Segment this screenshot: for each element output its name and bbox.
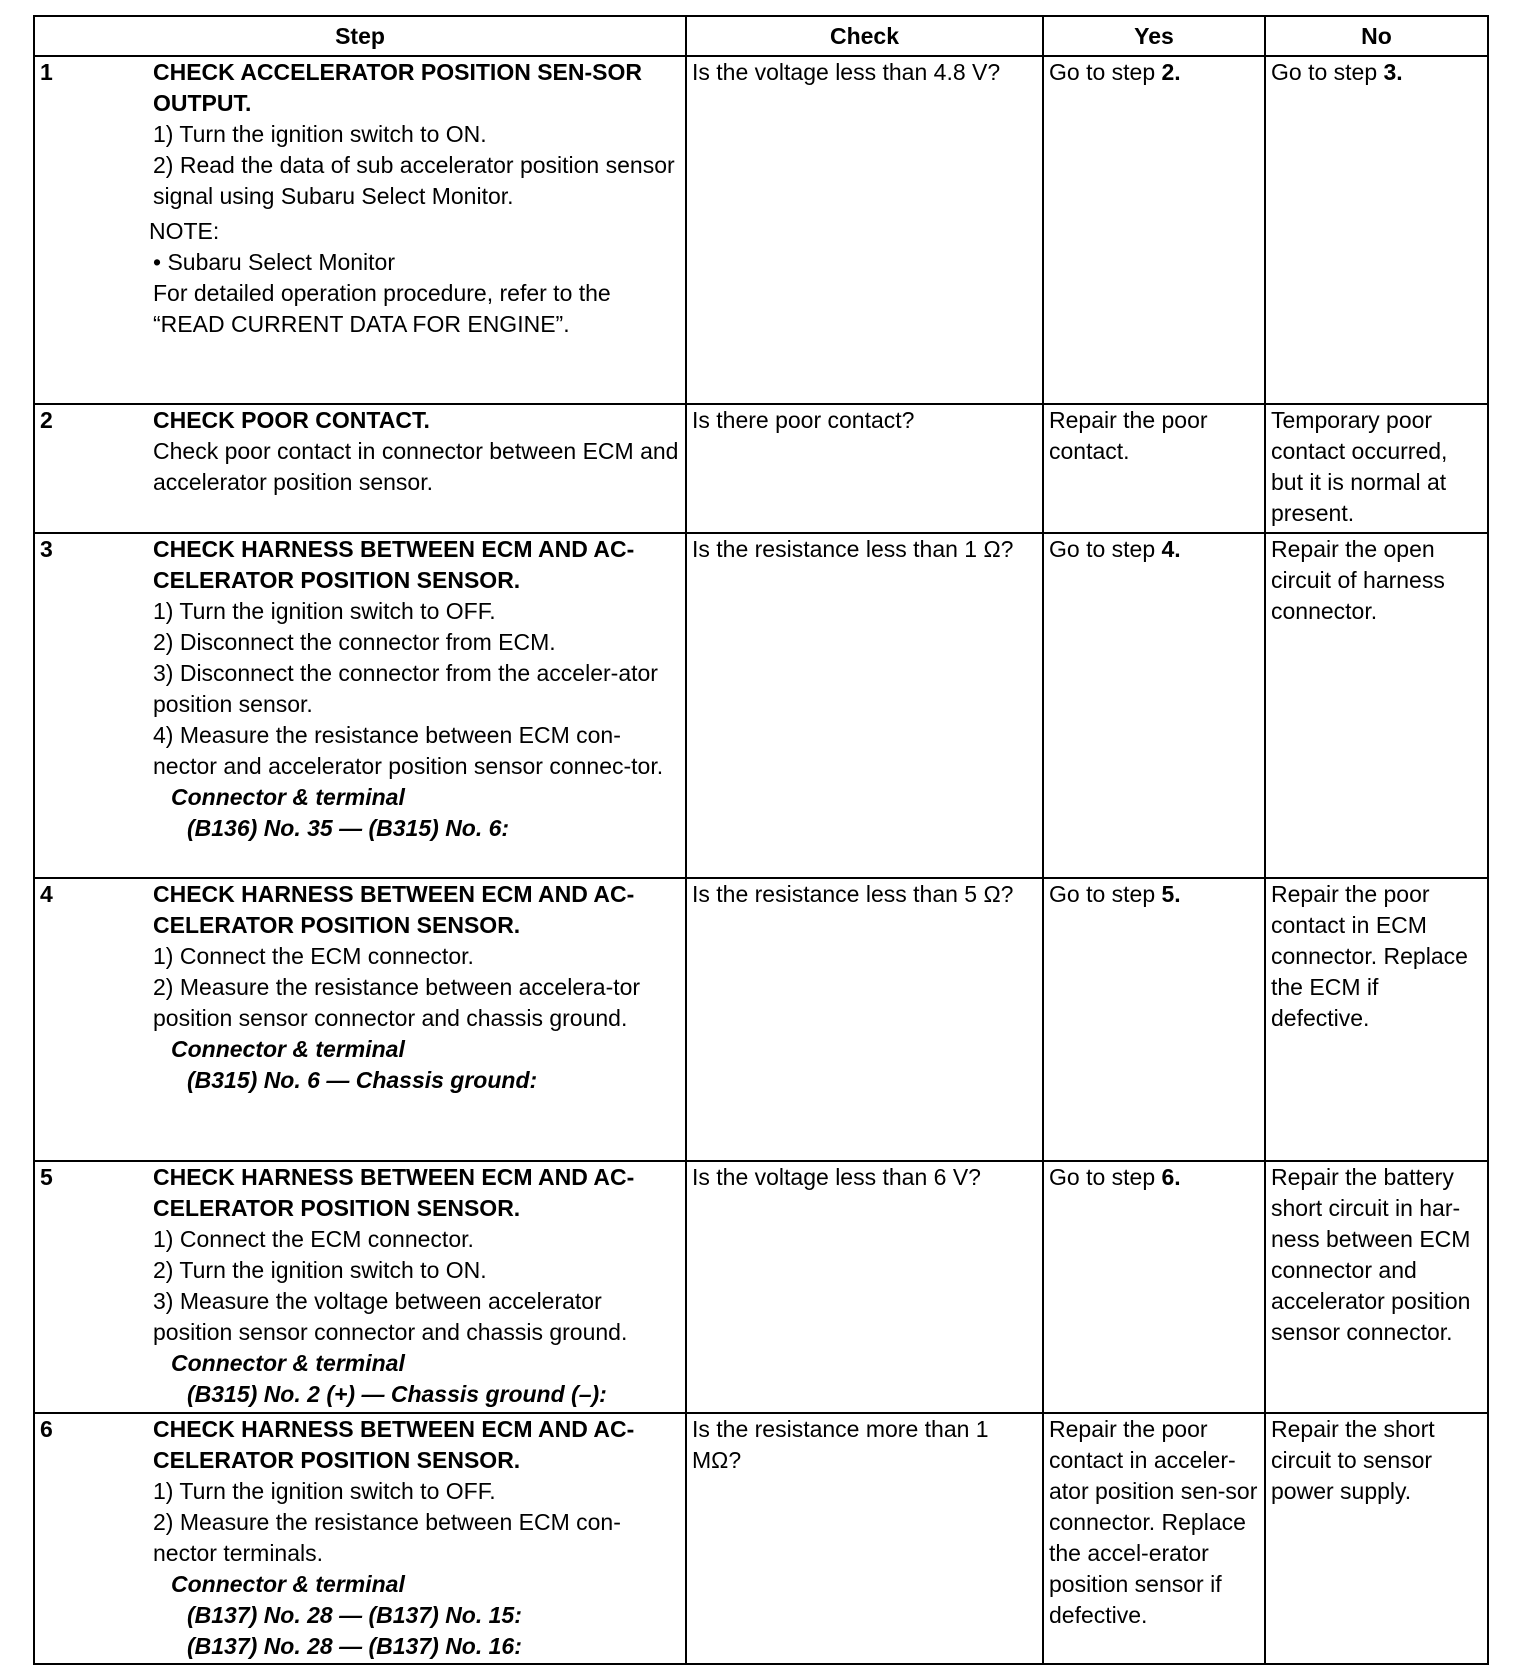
step-title: CHECK HARNESS BETWEEN ECM AND AC-CELERATOR POSITION SENSOR. xyxy=(153,1164,635,1221)
no-cell: Repair the short circuit to sensor power supply. xyxy=(1265,1413,1488,1664)
step-instruction: 1) Turn the ignition switch to OFF. xyxy=(153,1478,496,1504)
step-title: CHECK ACCELERATOR POSITION SEN-SOR OUTPUT. xyxy=(153,59,642,116)
no-step-ref: 3. xyxy=(1383,59,1403,85)
yes-step-ref: 6. xyxy=(1161,1164,1181,1190)
step-instruction: 1) Connect the ECM connector. xyxy=(153,943,474,969)
yes-text: Go to step xyxy=(1049,536,1162,562)
step-cell xyxy=(34,533,686,878)
no-cell: Temporary poor contact occurred, but it is normal at present. xyxy=(1265,404,1488,533)
step-cell xyxy=(34,1161,686,1413)
step-instruction: 4) Measure the resistance between ECM con-nector and accelerator position sensor connec-tor. xyxy=(153,722,664,779)
step-title: CHECK HARNESS BETWEEN ECM AND AC-CELERATOR POSITION SENSOR. xyxy=(153,881,635,938)
step-instruction: 3) Disconnect the connector from the acceler-ator position sensor. xyxy=(153,660,658,717)
table-row xyxy=(34,404,1488,533)
note-bullet: • Subaru Select Monitor xyxy=(153,249,396,275)
yes-cell: Repair the poor contact in acceler-ator position sen-sor connector. Replace the accel-erator position sensor if defective. xyxy=(1043,1413,1265,1664)
step-instruction: 2) Measure the resistance between ECM con-nector terminals. xyxy=(153,1509,621,1566)
check-cell: Is the resistance less than 1 Ω? xyxy=(686,533,1043,878)
step-instruction: 1) Turn the ignition switch to ON. xyxy=(153,121,487,147)
step-number: 6 xyxy=(40,1416,53,1442)
terminal-heading: Connector & terminal xyxy=(171,1350,405,1376)
yes-text: Go to step xyxy=(1049,881,1162,907)
diagnostic-procedure-table xyxy=(33,15,1489,1665)
step-cell xyxy=(34,56,686,404)
table-row xyxy=(34,1413,1488,1664)
step-instruction: 3) Measure the voltage between accelerator position sensor connector and chassis ground. xyxy=(153,1288,628,1345)
no-text: Go to step xyxy=(1271,59,1384,85)
step-title: CHECK HARNESS BETWEEN ECM AND AC-CELERATOR POSITION SENSOR. xyxy=(153,1416,635,1473)
yes-cell xyxy=(1043,56,1265,404)
header-step: Step xyxy=(34,16,686,56)
no-cell: Repair the poor contact in ECM connector. Replace the ECM if defective. xyxy=(1265,878,1488,1161)
table-row xyxy=(34,1161,1488,1413)
terminal-spec: (B136) No. 35 — (B315) No. 6: xyxy=(187,815,510,841)
terminal-heading: Connector & terminal xyxy=(171,1036,405,1062)
step-instruction: 1) Turn the ignition switch to OFF. xyxy=(153,598,496,624)
no-cell xyxy=(1265,56,1488,404)
note-text: For detailed operation procedure, refer to the “READ CURRENT DATA FOR ENGINE”. xyxy=(153,280,611,337)
no-cell: Repair the battery short circuit in har-ness between ECM connector and accelerator position sensor connector. xyxy=(1265,1161,1488,1413)
yes-cell xyxy=(1043,533,1265,878)
terminal-spec: (B137) No. 28 — (B137) No. 16: xyxy=(187,1633,522,1659)
yes-cell: Repair the poor contact. xyxy=(1043,404,1265,533)
header-no: No xyxy=(1265,16,1488,56)
yes-text: Go to step xyxy=(1049,1164,1162,1190)
step-title: CHECK POOR CONTACT. xyxy=(153,407,430,433)
check-cell: Is the voltage less than 4.8 V? xyxy=(686,56,1043,404)
step-instruction: 1) Connect the ECM connector. xyxy=(153,1226,474,1252)
step-number: 2 xyxy=(40,407,53,433)
table-row xyxy=(34,56,1488,404)
terminal-spec: (B315) No. 6 — Chassis ground: xyxy=(187,1067,538,1093)
yes-cell xyxy=(1043,1161,1265,1413)
step-cell xyxy=(34,1413,686,1664)
check-cell: Is the resistance more than 1 MΩ? xyxy=(686,1413,1043,1664)
header-yes: Yes xyxy=(1043,16,1265,56)
header-check: Check xyxy=(686,16,1043,56)
yes-step-ref: 4. xyxy=(1161,536,1181,562)
step-cell xyxy=(34,878,686,1161)
step-number: 3 xyxy=(40,536,53,562)
step-instruction: Check poor contact in connector between ECM and accelerator position sensor. xyxy=(153,438,679,495)
terminal-heading: Connector & terminal xyxy=(171,784,405,810)
step-number: 5 xyxy=(40,1164,53,1190)
table-row xyxy=(34,533,1488,878)
terminal-spec: (B137) No. 28 — (B137) No. 15: xyxy=(187,1602,522,1628)
terminal-spec: (B315) No. 2 (+) — Chassis ground (–): xyxy=(187,1381,607,1407)
yes-step-ref: 2. xyxy=(1161,59,1181,85)
step-number: 4 xyxy=(40,881,53,907)
table-row xyxy=(34,878,1488,1161)
check-cell: Is the resistance less than 5 Ω? xyxy=(686,878,1043,1161)
step-cell xyxy=(34,404,686,533)
no-cell: Repair the open circuit of harness connector. xyxy=(1265,533,1488,878)
note-label: NOTE: xyxy=(149,218,220,244)
step-instruction: 2) Turn the ignition switch to ON. xyxy=(153,1257,487,1283)
yes-text: Go to step xyxy=(1049,59,1162,85)
step-instruction: 2) Disconnect the connector from ECM. xyxy=(153,629,556,655)
check-cell: Is the voltage less than 6 V? xyxy=(686,1161,1043,1413)
step-instruction: 2) Measure the resistance between accelera-tor position sensor connector and chassis ground. xyxy=(153,974,641,1031)
yes-cell xyxy=(1043,878,1265,1161)
yes-step-ref: 5. xyxy=(1161,881,1181,907)
step-title: CHECK HARNESS BETWEEN ECM AND AC-CELERATOR POSITION SENSOR. xyxy=(153,536,635,593)
step-instruction: 2) Read the data of sub accelerator position sensor signal using Subaru Select Monitor. xyxy=(153,152,675,209)
step-number: 1 xyxy=(40,59,53,85)
header-row xyxy=(34,16,1488,56)
note-block xyxy=(149,216,681,340)
terminal-heading: Connector & terminal xyxy=(171,1571,405,1597)
check-cell: Is there poor contact? xyxy=(686,404,1043,533)
